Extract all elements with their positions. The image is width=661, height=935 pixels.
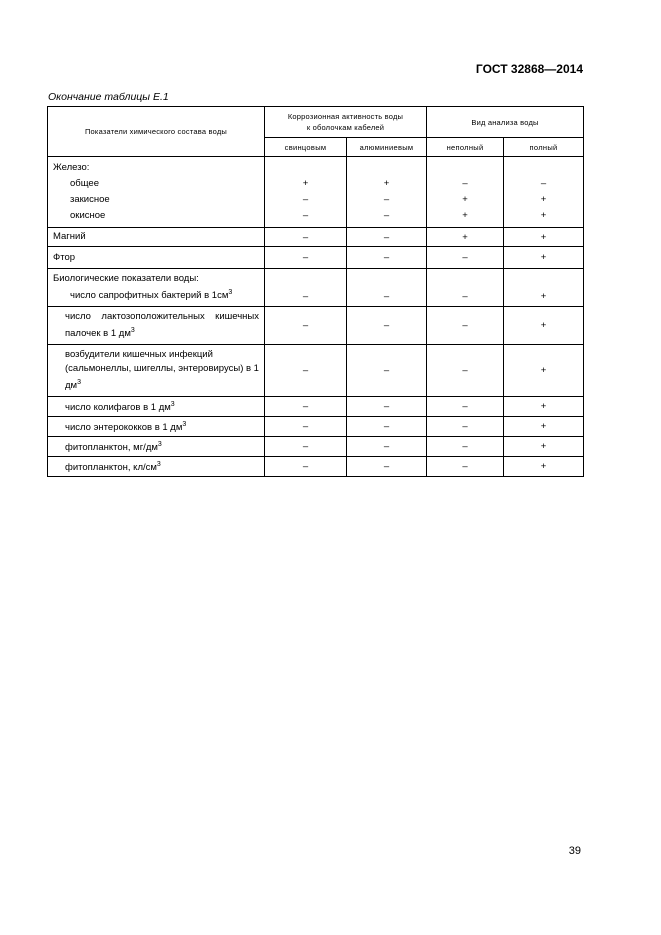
water-composition-table [47,106,584,477]
cell: – [265,307,347,345]
cell: – [462,178,468,189]
cell: – [265,397,347,417]
cell: – [427,307,504,345]
cell: + [383,178,390,189]
document-code: ГОСТ 32868—2014 [475,62,583,76]
iron-total-label: общее [70,178,100,189]
cell: + [504,269,584,307]
table-row-iron [48,157,584,228]
header-indicator: Показатели химического состава воды [48,107,265,157]
superscript: 3 [130,327,135,335]
page-number: 39 [568,845,581,857]
phyto-mg-label: фитопланктон, мг/дм [65,442,158,454]
subheader-partial: неполный [427,138,504,157]
cell: – [265,417,347,437]
header-analysis: Вид анализа воды [427,107,584,138]
iron-ferrous-label: закисное [70,194,110,205]
phyto-cl-label: фитопланктон, кл/см [65,462,157,474]
bio-title: Биологические показатели воды: [53,273,199,284]
cell: – [265,228,347,247]
cell: + [504,437,584,457]
cell: + [462,194,468,205]
table-row-phyto-mg [48,437,584,457]
table-row-saprophytic [48,269,584,307]
cell: – [427,345,504,397]
cell: – [427,417,504,437]
coliphages-label: число колифагов в 1 дм [65,402,171,414]
cell: + [504,457,584,477]
header-corrosion: Коррозионная активность воды к оболочкам кабелей [265,107,427,138]
cell: – [302,194,309,205]
cell: – [383,194,390,205]
iron-ferric-label: окисное [70,210,106,221]
table-row-magnesium [48,228,584,247]
fluorine-label: Фтор [48,247,265,269]
saprophytic-text: число сапрофитных бактерий в 1см [70,290,229,302]
cell: – [265,437,347,457]
table-row-pathogens [48,345,584,397]
cell: – [347,247,427,269]
cell: + [504,397,584,417]
cell: – [347,307,427,345]
superscript: 3 [170,401,175,409]
iron-title: Железо: [53,162,90,173]
subheader-aluminum: алюминиевым [347,138,427,157]
magnesium-label: Магний [48,228,265,247]
cell: + [302,178,309,189]
cell: – [347,437,427,457]
cell: + [504,247,584,269]
cell: + [540,210,547,221]
pathogens-label: возбудители кишечных инфекций (сальмонеллы, шигеллы, энтеровирусы) в 1 дм [65,349,259,392]
cell: + [504,307,584,345]
table-row-phyto-cl [48,457,584,477]
cell: – [427,247,504,269]
subheader-full: полный [504,138,584,157]
table-row-lactose [48,307,584,345]
cell: + [504,228,584,247]
enterococci-label: число энтерококков в 1 дм [65,422,183,434]
cell: – [347,457,427,477]
superscript: 3 [157,441,162,449]
cell: – [347,345,427,397]
cell: + [462,210,468,221]
cell: – [427,457,504,477]
superscript: 3 [228,289,233,296]
cell: – [540,178,547,189]
cell: – [265,457,347,477]
cell: – [347,269,427,307]
cell: – [347,228,427,247]
cell: – [383,210,390,221]
lactose-label: число лактозоположительных кишечных палочек в 1 дм [65,311,259,340]
cell: – [427,397,504,417]
cell: – [347,397,427,417]
table-row-enterococci [48,417,584,437]
superscript: 3 [77,379,81,387]
cell: – [302,210,309,221]
saprophytic-label [53,286,264,303]
cell: – [265,269,347,307]
cell: – [265,345,347,397]
table-caption: Окончание таблицы Е.1 [48,91,169,103]
table-row-fluorine [48,247,584,269]
superscript: 3 [156,461,161,469]
superscript: 3 [182,421,187,429]
cell: + [504,417,584,437]
cell: – [427,437,504,457]
cell: + [504,345,584,397]
subheader-lead: свинцовым [265,138,347,157]
cell: – [347,417,427,437]
cell: + [427,228,504,247]
table-row-coliphages [48,397,584,417]
cell: – [427,269,504,307]
cell: – [265,247,347,269]
cell: + [540,194,547,205]
